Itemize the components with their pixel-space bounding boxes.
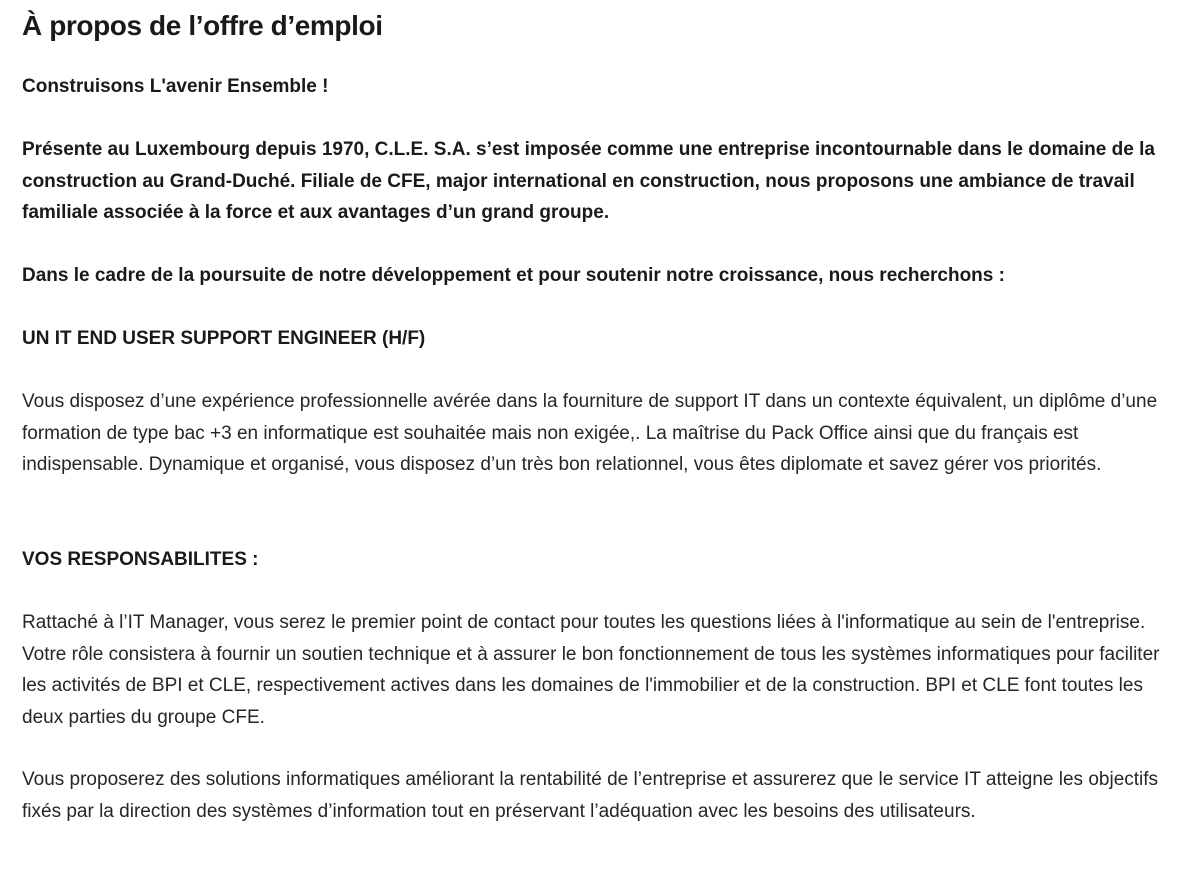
section-title: À propos de l’offre d’emploi (22, 10, 383, 41)
job-title: UN IT END USER SUPPORT ENGINEER (H/F) (22, 328, 426, 349)
company-intro: Présente au Luxembourg depuis 1970, C.L.E. S.A. s’est imposée comme une entreprise incontournable dans le domaine de la construction au Grand-Duché. Filiale de CFE, major international en construction, nous proposons une ambiance de travail familiale associée à la force et aux avantages d’un grand groupe. (22, 139, 1155, 223)
recruiting-intro: Dans le cadre de la poursuite de notre développement et pour soutenir notre croissance, nous recherchons : (22, 265, 1005, 286)
tagline: Construisons L'avenir Ensemble ! (22, 76, 329, 97)
profile-paragraph: Vous disposez d’une expérience professionnelle avérée dans la fourniture de support IT dans un contexte équivalent, un diplôme d’une formation de type bac +3 en informatique est souhaitée mais non exigée,. La maîtrise du Pack Office ainsi que du français est indispensable. Dynamique et organisé, vous disposez d’un très bon relationnel, vous êtes diplomate et savez gérer vos priorités. (22, 391, 1158, 475)
responsibilities-heading: VOS RESPONSABILITES : (22, 549, 259, 570)
responsibilities-paragraph: Rattaché à l’IT Manager, vous serez le premier point de contact pour toutes les questions liées à l'informatique au sein de l'entreprise. Votre rôle consistera à fournir un soutien technique et à assurer le bon fonctionnement de tous les systèmes informatiques pour faciliter les activités de BPI et CLE, respectivement actives dans les domaines de l'immobilier et de la construction. BPI et CLE font toutes les deux parties du groupe CFE. (22, 612, 1160, 728)
objectives-paragraph: Vous proposerez des solutions informatiques améliorant la rentabilité de l’entreprise et assurerez que le service IT atteigne les objectifs fixés par la direction des systèmes d’information tout en préservant l’adéquation avec les besoins des utilisateurs. (22, 769, 1159, 822)
